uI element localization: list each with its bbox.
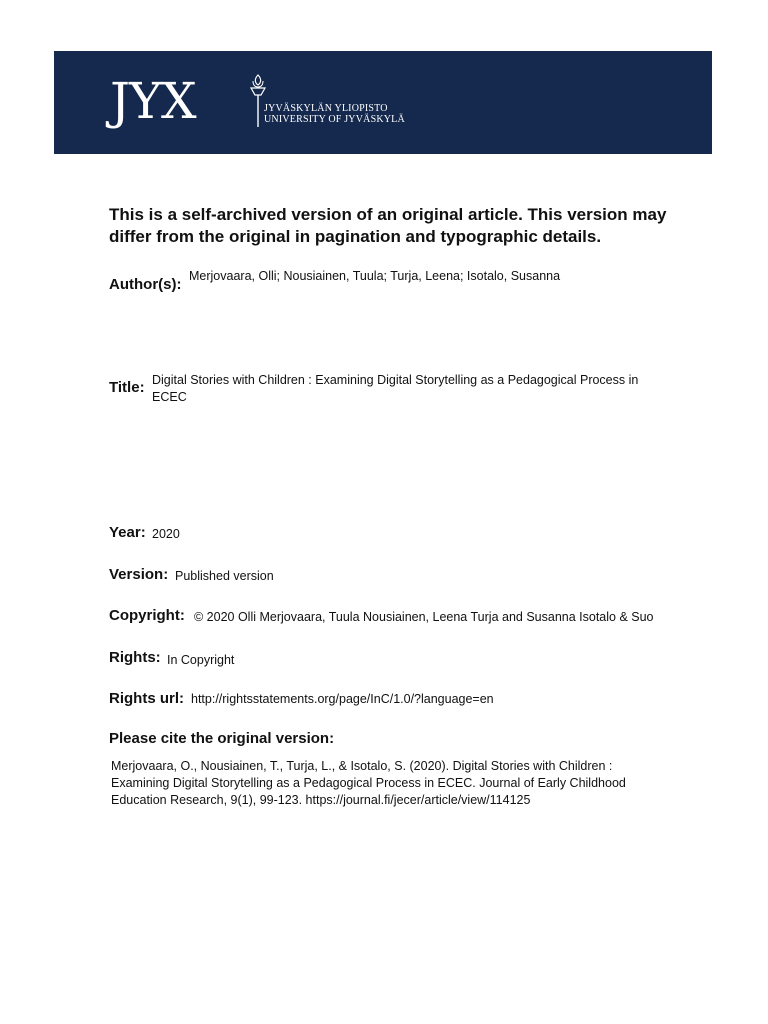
citation-heading: Please cite the original version: <box>109 730 335 747</box>
year-value: 2020 <box>152 527 180 541</box>
jyx-logo: JYX <box>110 72 196 130</box>
title-label: Title: <box>109 379 145 396</box>
rights-label: Rights: <box>109 649 161 666</box>
citation-text: Merjovaara, O., Nousiainen, T., Turja, L., & Isotalo, S. (2020). Digital Stories with Children : Examining Digital Storytelling as a Pedagogical Process in ECEC. Journal of Early Childhood Education Research, 9(1), 99-123. https://journal.fi/jecer/article/view/114125 <box>111 759 626 807</box>
self-archive-notice: This is a self-archived version of an original article. This version may differ from the original in pagination and typographic details. <box>109 205 667 246</box>
authors-label: Author(s): <box>109 276 182 293</box>
university-name-fi: JYVÄSKYLÄN YLIOPISTO <box>264 103 388 114</box>
copyright-label: Copyright: <box>109 607 185 624</box>
header-banner <box>54 51 712 154</box>
rights-value: In Copyright <box>167 653 235 667</box>
copyright-value: © 2020 Olli Merjovaara, Tuula Nousiainen, Leena Turja and Susanna Isotalo & Suo <box>194 610 654 624</box>
version-label: Version: <box>109 566 169 583</box>
title-value: Digital Stories with Children : Examining Digital Storytelling as a Pedagogical Process in ECEC <box>152 373 639 404</box>
university-name-en: UNIVERSITY OF JYVÄSKYLÄ <box>264 114 405 125</box>
rights-url-link[interactable]: http://rightsstatements.org/page/InC/1.0/?language=en <box>191 692 494 706</box>
version-value: Published version <box>175 569 274 583</box>
year-label: Year: <box>109 524 146 541</box>
authors-value: Merjovaara, Olli; Nousiainen, Tuula; Turja, Leena; Isotalo, Susanna <box>189 269 561 283</box>
university-name <box>264 103 405 125</box>
rights-url-label: Rights url: <box>109 690 184 707</box>
